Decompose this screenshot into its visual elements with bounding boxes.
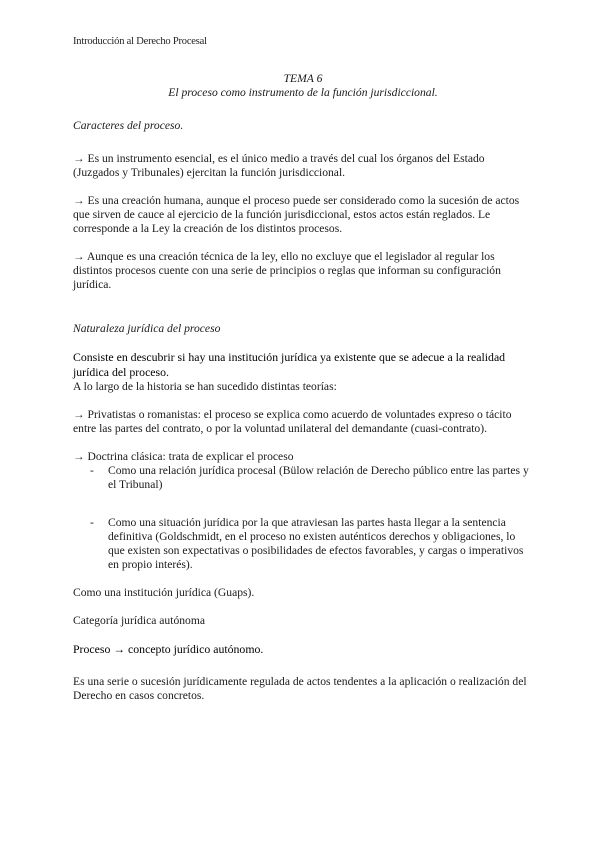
list-item-text: Como una relación jurídica procesal (Bülow relación de Derecho público entre las partes y el Tribunal)	[108, 464, 529, 491]
page-header: Introducción al Derecho Procesal	[73, 36, 207, 47]
paragraph: → Aunque es una creación técnica de la ley, ello no excluye que el legislador al regular los distintos procesos cuente con una serie de principios o reglas que informan su configuración jurídica.	[73, 250, 501, 291]
list-item	[73, 464, 533, 492]
topic-title: TEMA 6	[283, 72, 323, 85]
dash-marker: -	[90, 464, 94, 477]
topic-subtitle: El proceso como instrumento de la función jurisdiccional.	[168, 86, 438, 99]
paragraph: → Es un instrumento esencial, es el único medio a través del cual los órganos del Estado (Juzgados y Tribunales) ejercitan la función jurisdiccional.	[73, 152, 485, 179]
theory-list	[73, 464, 533, 572]
section-heading-naturaleza: Naturaleza jurídica del proceso	[73, 322, 221, 335]
paragraph-categoria: Categoría jurídica autónoma	[73, 614, 205, 627]
document-body	[73, 72, 533, 703]
list-item	[73, 516, 533, 572]
paragraph-doctrina-clasica: → Doctrina clásica: trata de explicar el proceso	[73, 450, 294, 463]
paragraph-definicion: Es una serie o sucesión jurídicamente regulada de actos tendentes a la aplicación o realización del Derecho en casos concretos.	[73, 675, 527, 702]
history-line: A lo largo de la historia se han sucedido distintas teorías:	[73, 380, 337, 393]
intro-paragraph: Consiste en descubrir si hay una institución jurídica ya existente que se adecue a la realidad jurídica del proceso.	[73, 350, 506, 379]
paragraph-guasp: Como una institución jurídica (Guaps).	[73, 586, 255, 599]
paragraph-proceso: Proceso → concepto jurídico autónomo.	[73, 642, 264, 656]
paragraph-privatistas: → Privatistas o romanistas: el proceso se explica como acuerdo de voluntades expreso o tácito entre las partes del contrato, o por la voluntad unilateral del demandante (cuasi-contrato).	[73, 408, 512, 435]
dash-marker: -	[90, 516, 94, 529]
list-item-text: Como una situación jurídica por la que atraviesan las partes hasta llegar a la sentencia definitiva (Goldschmidt, en el proceso no existen auténticos derechos y obligaciones, lo que existen son expectativas o posibilidades de efectos favorables, y cargas o imperativos en propio interés).	[108, 516, 524, 571]
section-heading-caracteres: Caracteres del proceso.	[73, 119, 184, 132]
paragraph: → Es una creación humana, aunque el proceso puede ser considerado como la sucesión de actos que sirven de cauce al ejercicio de la función jurisdiccional, estos actos están reglados. Le corresponde a la Ley la creación de los distintos procesos.	[73, 194, 520, 235]
